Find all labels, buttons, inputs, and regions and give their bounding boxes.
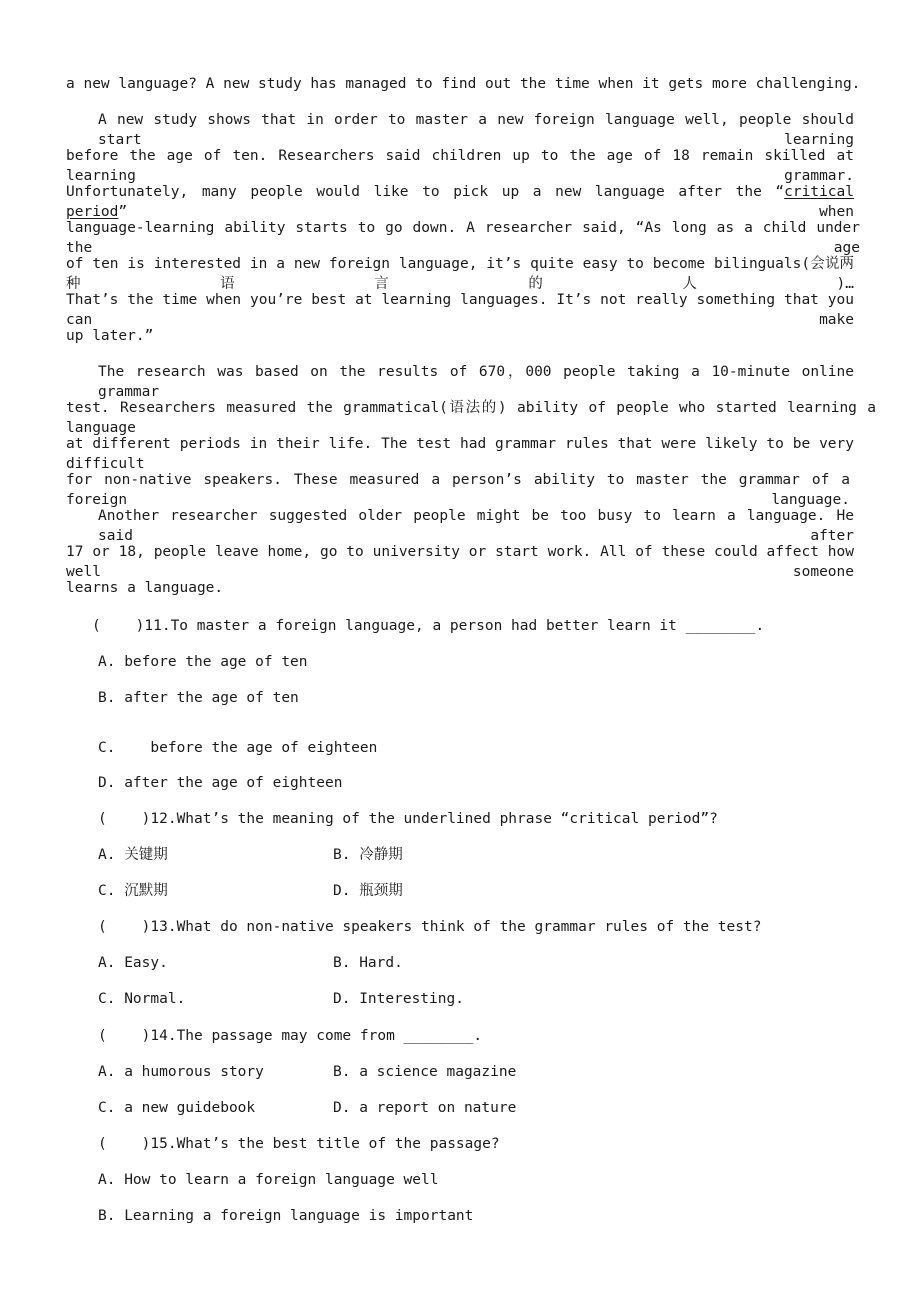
option-a: A. 关键期 <box>98 847 168 863</box>
option-b: B. Learning a foreign language is important <box>98 1208 474 1224</box>
passage-line <box>66 182 854 222</box>
option-a: A. Easy. <box>98 955 168 971</box>
question-stem: ( )12.What’s the meaning of the underlined phrase “critical period”? <box>98 811 718 827</box>
passage-text: Unfortunately, many people would like to pick up a new language after the “ <box>66 184 785 200</box>
option-c: C. 沉默期 <box>98 883 168 899</box>
option-a: A. a humorous story <box>98 1064 264 1080</box>
option-d: D. 瓶颈期 <box>333 883 403 899</box>
passage-line: The research was based on the results of 670，000 people taking a 10-minute online grammar <box>98 364 854 400</box>
question-stem: ( )13.What do non-native speakers think of the grammar rules of the test? <box>98 919 762 935</box>
passage-line: a new language? A new study has managed to find out the time when it gets more challenging. <box>66 76 861 92</box>
passage-line: at different periods in their life. The test had grammar rules that were likely to be very difficult <box>66 436 854 472</box>
passage-line: test. Researchers measured the grammatical(语法的) ability of people who started learning a language <box>66 400 876 436</box>
option-a: A. How to learn a foreign language well <box>98 1172 439 1188</box>
passage-line: before the age of ten. Researchers said children up to the age of 18 remain skilled at learning grammar. <box>66 148 854 184</box>
passage-line: That’s the time when you’re best at learning languages. It’s not really something that you can make <box>66 292 854 328</box>
option-a: A. before the age of ten <box>98 654 308 670</box>
option-c: C. before the age of eighteen <box>98 740 378 756</box>
option-d: D. Interesting. <box>333 991 464 1007</box>
passage-line: learns a language. <box>66 580 224 596</box>
option-b: B. Hard. <box>333 955 403 971</box>
option-c: C. a new guidebook <box>98 1100 256 1116</box>
question-stem: ( )14.The passage may come from ________. <box>98 1028 483 1044</box>
passage-text: ” when <box>118 204 854 220</box>
question-stem: ( )15.What’s the best title of the passage? <box>98 1136 500 1152</box>
passage-line: for non-native speakers. These measured a person’s ability to master the grammar of a foreign language. <box>66 472 850 508</box>
option-c: C. Normal. <box>98 991 186 1007</box>
passage-line: up later.” <box>66 328 154 344</box>
option-d: D. a report on nature <box>333 1100 517 1116</box>
passage-line: of ten is interested in a new foreign language, it’s quite easy to become bilinguals(会说两种语言的人)… <box>66 256 854 292</box>
option-b: B. a science magazine <box>333 1064 517 1080</box>
passage-line: A new study shows that in order to master a new foreign language well, people should start learning <box>98 112 854 148</box>
underlined-phrase: critical period <box>66 184 854 220</box>
option-b: B. 冷静期 <box>333 847 403 863</box>
question-stem: ( )11.To master a foreign language, a person had better learn it ________. <box>92 618 765 634</box>
passage-line: language-learning ability starts to go down. A researcher said, “As long as a child under the age <box>66 220 860 256</box>
option-d: D. after the age of eighteen <box>98 775 343 791</box>
passage-line: 17 or 18, people leave home, go to university or start work. All of these could affect how well someone <box>66 544 854 580</box>
option-b: B. after the age of ten <box>98 690 299 706</box>
passage-line: Another researcher suggested older people might be too busy to learn a language. He said after <box>98 508 854 544</box>
